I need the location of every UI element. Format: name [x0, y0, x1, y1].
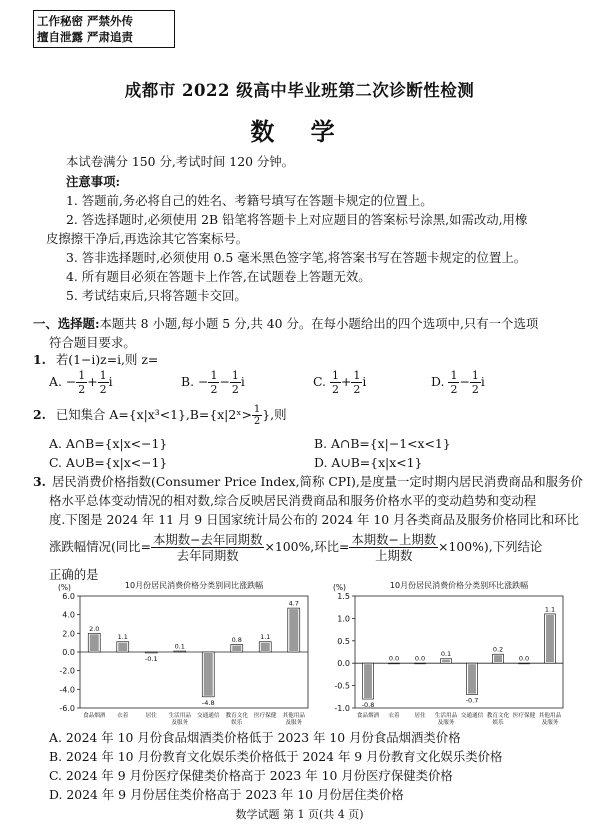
y-tick-label: 0.0	[62, 648, 75, 657]
category-label: 居住	[145, 713, 157, 719]
section-1-header	[33, 314, 583, 352]
bar-value-label: -0.7	[465, 696, 479, 705]
chart-title: 10月份居民消费价格分类别同比涨跌幅	[124, 581, 264, 590]
y-tick-label: 0.5	[337, 636, 350, 646]
bar-fill	[232, 646, 241, 651]
frac-numerator: 1	[78, 369, 86, 382]
category-label-line: 其他用品	[538, 713, 562, 719]
note-4: 4. 所有题目必须在答题卡上作答,在试题卷上答题无效。	[66, 269, 371, 284]
y-tick-label: -0.5	[334, 681, 350, 691]
y-tick-label: 2.0	[62, 629, 75, 639]
bar	[174, 651, 186, 652]
frac-denominator: 2	[471, 383, 479, 396]
option-fraction	[351, 369, 362, 396]
stamp-line-2: 擅自泄露 严肃追责	[37, 30, 134, 44]
imaginary-unit: i	[240, 374, 245, 389]
option-label: C.	[313, 374, 326, 389]
yoy-bar-chart	[50, 578, 315, 728]
frac-numerator: 1	[471, 369, 479, 382]
plot-frame	[355, 596, 563, 708]
option-fraction	[448, 369, 459, 396]
category-label-line: 娱乐	[492, 720, 504, 726]
bar-fill	[289, 609, 298, 651]
frac-denominator: 2	[78, 383, 86, 396]
q1-option-b	[181, 369, 245, 396]
frac-denominator: 2	[450, 383, 458, 396]
note-2a: 2. 答选择题时,必须使用 2B 铅笔将答题卡上对应题目的答案标号涂黑,如需改动,用橡	[66, 212, 528, 227]
notes-title: 注意事项:	[66, 174, 121, 189]
q3-line-1: 居民消费价格指数(Consumer Price Index,简称 CPI),是度量一定时期内居民消费商品和服务价	[51, 474, 583, 489]
category-label: 医疗保健	[512, 713, 536, 719]
bar	[389, 663, 400, 664]
category-label: 居住	[414, 713, 426, 719]
category-label: 衣着	[117, 713, 129, 719]
option-label: D.	[431, 374, 445, 389]
category-label-line: 及服务	[541, 720, 559, 726]
category-label-line: 教育文化	[225, 713, 248, 719]
option-operator: +	[87, 374, 98, 389]
q3-line-5: 正确的是	[49, 567, 99, 582]
option-operator: −	[459, 374, 470, 389]
yoy-numerator: 本期数−去年同期数	[152, 532, 263, 547]
frac-denominator: 2	[99, 383, 107, 396]
option-operator: +	[340, 374, 352, 389]
frac-numerator: 1	[231, 369, 239, 382]
note-5: 5. 考试结束后,只将答题卡交回。	[66, 288, 247, 303]
category-label-line: 及服务	[285, 720, 303, 726]
option-fraction	[76, 369, 87, 396]
q3-line-3: 度.下图是 2024 年 11 月 9 日国家统计局公布的 2024 年 10 月各类商品及服务价格同比和环比	[49, 512, 579, 527]
category-label	[226, 711, 249, 726]
q1-option-c	[313, 369, 366, 396]
bar-fill	[494, 655, 502, 662]
bar-value-label: 0.0	[518, 654, 530, 663]
bar-fill	[546, 615, 554, 662]
category-label: 食品烟酒	[83, 713, 106, 719]
bar	[145, 652, 157, 653]
mom-numerator: 本期数−上期数	[351, 532, 437, 547]
q3-option-d: D. 2024 年 9 月份居住类价格高于 2023 年 10 月份居住类价格	[49, 787, 404, 802]
category-label: 交通通信	[197, 713, 220, 719]
option-fraction	[330, 369, 341, 396]
section-1-desc: 本题共 8 小题,每小题 5 分,共 40 分。在每小题给出的四个选项中,只有一个选项	[99, 316, 539, 331]
y-tick-label: -2.0	[59, 666, 75, 676]
imaginary-unit: i	[108, 374, 113, 389]
q3-number: 3.	[33, 474, 46, 489]
imaginary-unit: i	[480, 374, 485, 389]
q3-option-a: A. 2024 年 10 月份食品烟酒类价格低于 2023 年 10 月份食品烟酒类价格	[49, 730, 461, 745]
confidential-stamp	[33, 10, 175, 48]
bar-value-label: -4.8	[201, 698, 215, 707]
q3-option-b: B. 2024 年 10 月份教育文化娱乐类价格低于 2024 年 9 月份教育文化娱乐类价格	[49, 749, 503, 764]
score-line: 本试卷满分 150 分,考试时间 120 分钟。	[66, 154, 295, 169]
bar-value-label: 1.1	[544, 605, 556, 614]
bar-fill	[468, 664, 476, 693]
bar-fill	[118, 643, 127, 651]
option-fraction	[470, 369, 481, 396]
q2-number: 2.	[33, 407, 46, 422]
category-label: 食品烟酒	[356, 713, 380, 719]
q1-option-a	[49, 369, 113, 396]
bar	[415, 663, 426, 664]
option-sign: −	[65, 374, 77, 389]
mom-denominator: 上期数	[375, 548, 413, 563]
frac-denominator: 2	[231, 383, 239, 396]
q2-option-a: A. A∩B={x|x<−1}	[49, 436, 168, 451]
y-tick-label: -1.0	[334, 704, 350, 713]
bar	[519, 663, 530, 664]
bar-value-label: 0.8	[231, 636, 242, 645]
section-1-desc-2: 符合题目要求。	[49, 335, 136, 350]
category-label	[487, 711, 510, 726]
category-label-line: 娱乐	[231, 720, 243, 726]
option-fraction	[98, 369, 109, 396]
y-tick-label: 4.0	[62, 610, 75, 620]
question-1	[33, 350, 158, 369]
mom-bar-chart	[325, 578, 570, 728]
section-1-heading: 一、选择题:	[33, 316, 100, 331]
q3-option-c: C. 2024 年 9 月份医疗保健类价格高于 2023 年 10 月份医疗保健类价格	[49, 768, 453, 783]
frac-numerator: 1	[353, 369, 361, 382]
frac-denominator: 2	[331, 383, 339, 396]
yoy-fraction	[151, 532, 265, 563]
bar-value-label: 4.7	[288, 599, 299, 608]
yoy-denominator: 去年同期数	[176, 548, 239, 563]
category-label	[169, 711, 192, 726]
option-label: A.	[49, 374, 62, 389]
mom-fraction	[349, 532, 438, 563]
q3-line-4-pre: 涨跌幅情况(同比=	[49, 539, 151, 554]
imaginary-unit: i	[362, 374, 367, 389]
bar-fill	[90, 634, 99, 651]
y-tick-label: 1.0	[337, 614, 350, 624]
y-tick-label: -6.0	[59, 704, 75, 713]
bar-value-label: 0.1	[174, 642, 185, 651]
category-label-line: 及服务	[171, 720, 189, 726]
bar-value-label: 0.1	[440, 650, 452, 659]
category-label: 医疗保健	[254, 713, 277, 719]
q2-fraction	[252, 404, 262, 427]
q2-stem-post: ,则	[270, 407, 287, 422]
category-label	[539, 711, 562, 726]
q3-line-4-post: ×100%),下列结论	[438, 539, 543, 554]
bar-fill	[442, 660, 450, 662]
option-sign: −	[198, 374, 209, 389]
y-axis-unit: (%)	[333, 583, 346, 592]
q1-stem: 若(1−i)z=i,则 z=	[55, 352, 159, 367]
frac-denominator: 2	[353, 383, 361, 396]
q2-option-c: C. A∪B={x|x<−1}	[49, 455, 168, 470]
q3-line-2: 格水平总体变动情况的相对数,综合反映居民消费商品和服务价格水平的变动趋势和变动程	[49, 493, 537, 508]
bar-value-label: 0.0	[388, 654, 400, 663]
category-label: 交通通信	[460, 713, 484, 719]
subject-title: 数 学	[250, 117, 349, 146]
frac-numerator: 1	[99, 369, 107, 382]
bar-value-label: 0.0	[414, 654, 426, 663]
bar-value-label: 0.2	[492, 645, 504, 654]
y-tick-label: 1.5	[337, 592, 350, 601]
q2-set-b-pre: {x|2ˣ>	[209, 407, 252, 422]
bar-value-label: -0.8	[361, 701, 375, 710]
bar-value-label: 2.0	[89, 624, 100, 633]
category-label	[283, 711, 306, 726]
q3-line-4	[49, 532, 589, 563]
frac-numerator: 1	[331, 369, 339, 382]
category-label-line: 及服务	[437, 720, 455, 726]
note-1: 1. 答题前,务必将自己的姓名、考籍号填写在答题卡规定的位置上。	[66, 193, 433, 208]
category-label-line: 生活用品	[434, 713, 458, 719]
y-axis-unit: (%)	[58, 583, 71, 592]
category-label-line: 教育文化	[486, 713, 510, 719]
exam-title: 成都市 2022 级高中毕业班第二次诊断性检测	[124, 81, 475, 100]
q2-option-b: B. A∩B={x|−1<x<1}	[314, 436, 451, 451]
bar-value-label: -0.1	[144, 654, 158, 663]
option-operator: −	[219, 374, 230, 389]
q2-frac-den: 2	[253, 416, 261, 427]
option-fraction	[208, 369, 219, 396]
q2-set-b-post: }	[262, 407, 271, 422]
bar-fill	[204, 653, 213, 696]
bar-fill	[364, 664, 372, 698]
exam-intro	[46, 152, 586, 305]
category-label	[435, 711, 458, 726]
q2-frac-num: 1	[253, 404, 261, 415]
category-label-line: 其他用品	[282, 713, 305, 719]
q3-line-4-mid: ×100%,环比=	[264, 539, 350, 554]
stamp-line-1: 工作秘密 严禁外传	[37, 14, 134, 28]
y-tick-label: 6.0	[62, 592, 75, 601]
q1-option-d	[431, 369, 485, 396]
bar-fill	[261, 643, 270, 651]
q1-number: 1.	[33, 352, 46, 367]
frac-denominator: 2	[210, 383, 218, 396]
frac-numerator: 1	[450, 369, 458, 382]
option-label: B.	[181, 374, 195, 389]
page-footer: 数学试题 第 1 页(共 4 页)	[235, 808, 364, 821]
question-3	[33, 472, 589, 584]
note-3: 3. 答非选择题时,必须使用 0.5 毫米黑色签字笔,将答案书写在答题卡规定的位置上。	[66, 250, 527, 265]
category-label: 衣着	[388, 713, 400, 719]
question-2	[33, 404, 287, 427]
y-tick-label: 0.0	[337, 659, 350, 669]
chart-title: 10月份居民消费价格分类别环比涨跌幅	[389, 581, 529, 590]
frac-numerator: 1	[210, 369, 218, 382]
note-2b: 皮擦擦干净后,再选涂其它答案标号。	[46, 231, 249, 246]
option-fraction	[230, 369, 241, 396]
q2-option-d: D. A∪B={x|x<1}	[314, 455, 423, 470]
category-label-line: 生活用品	[168, 713, 191, 719]
bar-value-label: 1.1	[117, 633, 128, 642]
q1-options	[49, 369, 579, 401]
bar-value-label: 1.1	[260, 633, 271, 642]
y-tick-label: -4.0	[59, 685, 75, 695]
q2-stem-pre: 已知集合 A={x|x³<1},B=	[55, 407, 210, 422]
